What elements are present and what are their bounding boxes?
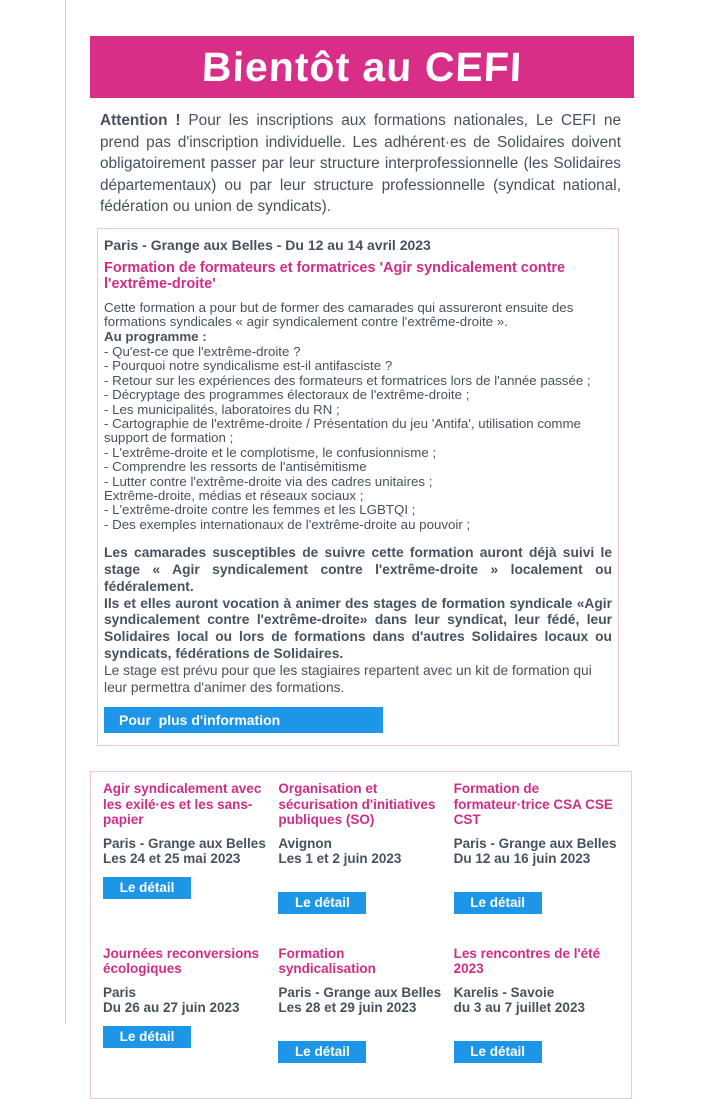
featured-closing-note: Le stage est prévu pour que les stagiaires repartent avec un kit de formation qui leur permettra d'animer des formations.	[104, 662, 592, 695]
detail-button[interactable]: Le détail	[454, 892, 542, 914]
intro-paragraph	[100, 110, 621, 218]
program-label: Au programme :	[104, 329, 207, 345]
newsletter-body	[90, 0, 634, 1099]
featured-training-box	[97, 228, 619, 747]
left-quote-line	[65, 0, 66, 1024]
banner	[90, 36, 634, 98]
event-dates: Les 1 et 2 juin 2023	[278, 851, 402, 867]
program-item: - Les municipalités, laboratoires du RN ;	[104, 401, 340, 417]
event-title: Les rencontres de l'été 2023	[453, 945, 601, 977]
event-dates: Du 26 au 27 juin 2023	[103, 1000, 240, 1016]
event-location: Karelis - Savoie	[453, 984, 555, 1000]
event-card	[278, 781, 443, 914]
featured-title: Formation de formateurs et formatrices 'Agir syndicalement contre l'extrême-droite'	[104, 259, 566, 292]
program-item: - L'extrême-droite contre les femmes et les LGBTQI ;	[104, 502, 416, 518]
event-dates: Les 24 et 25 mai 2023	[103, 851, 241, 867]
featured-location-dates: Paris - Grange aux Belles - Du 12 au 14 avril 2023	[104, 236, 431, 253]
event-dates: Du 12 au 16 juin 2023	[453, 851, 591, 867]
event-title: Organisation et sécurisation d'initiatives publiques (SO)	[278, 781, 436, 828]
intro-lead: Attention !	[100, 112, 181, 129]
event-location: Paris - Grange aux Belles	[103, 835, 266, 851]
detail-button[interactable]: Le détail	[278, 1041, 366, 1063]
event-dates: du 3 au 7 juillet 2023	[453, 1000, 585, 1016]
event-location: Paris - Grange aux Belles	[278, 984, 442, 1000]
detail-button[interactable]: Le détail	[278, 892, 366, 914]
program-item: - Des exemples internationaux de l'extrême-droite au pouvoir ;	[104, 516, 471, 532]
detail-button[interactable]: Le détail	[454, 1041, 542, 1063]
program-item: - Retour sur les expériences des formateurs et formatrices lors de l'année passée ;	[104, 372, 591, 388]
banner-title: Bientôt au CEFI	[201, 43, 523, 90]
program-item: - Lutter contre l'extrême-droite via des cadres unitaires ;	[104, 473, 433, 489]
bold-note-line: Les camarades susceptibles de suivre cette formation auront déjà suivi le stage « Agir syndicalement contre l'extrême-droite » localement ou fédéralement.	[104, 545, 612, 594]
program-list	[104, 345, 612, 532]
event-title: Formation syndicalisation	[278, 945, 376, 977]
intro-text: Pour les inscriptions aux formations nationales, Le CEFI ne prend pas d'inscription individuelle. Les adhérent·es de Solidaires doivent obligatoirement passer par leur structure interprofessionnelle (les Solidaires départementaux) ou par leur structure professionnelle (syndicat national, fédération ou union de syndicats).	[100, 112, 622, 215]
featured-bold-note	[104, 545, 612, 663]
upcoming-events-grid	[90, 771, 632, 1099]
event-card	[454, 946, 619, 1074]
event-title: Journées reconversions écologiques	[103, 945, 260, 977]
program-item: Extrême-droite, médias et réseaux sociaux ;	[104, 487, 364, 503]
event-location: Paris - Grange aux Belles	[453, 835, 617, 851]
program-item: - Qu'est-ce que l'extrême-droite ?	[104, 343, 301, 359]
more-info-button[interactable]: Pour plus d'information	[104, 707, 383, 733]
bold-note-line: Ils et elles auront vocation à animer des stages de formation syndicale «Agir syndicalement contre l'extrême-droite» dans leur syndicat, leur fédé, leur Solidaires local ou lors de formations dans d'autres Solidaires locaux ou syndicats, fédérations de Solidaires.	[104, 595, 612, 661]
program-item: - L'extrême-droite et le complotisme, le confusionnisme ;	[104, 444, 437, 460]
program-item: - Cartographie de l'extrême-droite / Présentation du jeu 'Antifa', utilisation comme support de formation ;	[104, 415, 581, 446]
detail-button[interactable]: Le détail	[103, 1026, 191, 1048]
event-card	[278, 946, 443, 1074]
detail-button[interactable]: Le détail	[103, 877, 191, 899]
event-dates: Les 28 et 29 juin 2023	[278, 1000, 417, 1016]
event-card	[454, 781, 619, 914]
event-title: Formation de formateur·trice CSA CSE CST	[453, 781, 613, 828]
program-item: - Décryptage des programmes électoraux de l'extrême-droite ;	[104, 387, 470, 403]
event-title: Agir syndicalement avec les exilé·es et les sans-papier	[103, 781, 262, 828]
featured-description: Cette formation a pour but de former des camarades qui assureront ensuite des formations syndicales « agir syndicalement contre l'extrême-droite ».	[104, 299, 574, 330]
program-item: - Comprendre les ressorts de l'antisémitisme	[104, 459, 367, 475]
event-card	[103, 781, 268, 914]
event-card	[103, 946, 268, 1074]
event-location: Paris	[103, 984, 137, 1000]
program-item: - Pourquoi notre syndicalisme est-il antifasciste ?	[104, 358, 393, 374]
event-location: Avignon	[278, 835, 332, 851]
